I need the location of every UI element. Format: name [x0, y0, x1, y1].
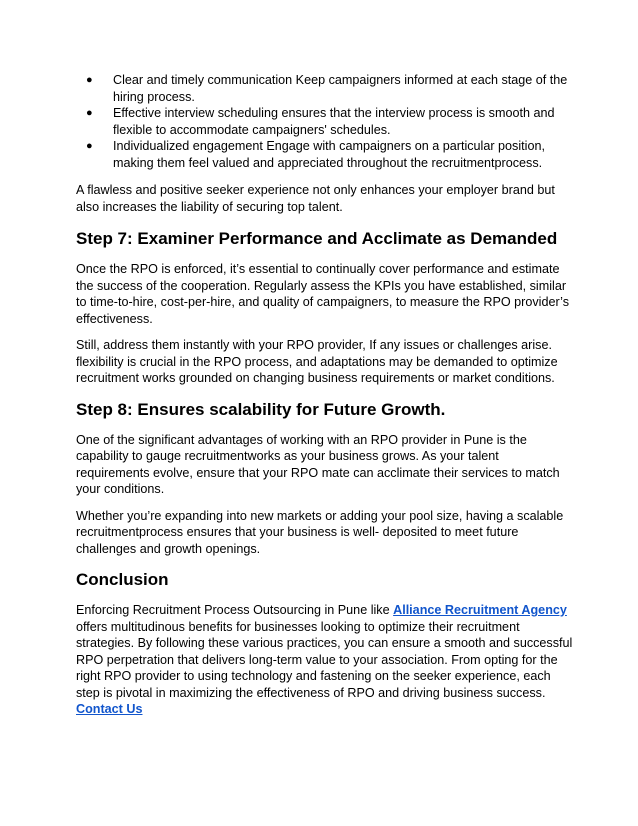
contact-us-link[interactable]: Contact Us: [76, 702, 143, 716]
list-item-text: Clear and timely communication Keep campaigners informed at each stage of the hiring process.: [113, 73, 568, 104]
paragraph-step-8-advantages: One of the significant advantages of working with an RPO provider in Pune is the capability to gauge recruitmentworks as your business grows. As your talent requirements evolve, ensure that your RPO mate can acclimate their services to match your conditions.: [76, 432, 560, 496]
list-item-text: Effective interview scheduling ensures that the interview process is smooth and flexible to accommodate campaigners' schedules.: [113, 106, 555, 137]
heading-step-7: Step 7: Examiner Performance and Acclimate as Demanded: [76, 229, 558, 248]
paragraph-step-8-expansion: Whether you’re expanding into new markets or adding your pool size, having a scalable recruitmentprocess ensures that your business is well- deposited to meet future challenges and growth openings.: [76, 508, 564, 556]
bullet-dot-icon: ●: [86, 107, 93, 119]
conclusion-text-start: Enforcing Recruitment Process Outsourcing in Pune like: [76, 603, 394, 617]
list-item: [76, 72, 574, 105]
paragraph-seeker-experience: A flawless and positive seeker experience not only enhances your employer brand but also increases the liability of securing top talent.: [76, 183, 555, 214]
bullet-dot-icon: ●: [86, 74, 93, 86]
paragraph-step-7-issues: Still, address them instantly with your RPO provider, If any issues or challenges arise. flexibility is crucial in the RPO process, and adaptations may be demanded to optimize recruitment works grounded on changing business requirements or market conditions.: [76, 338, 558, 385]
list-item-text: Individualized engagement Engage with campaigners on a particular position, making them feel valued and appreciated throughout the recruitmentprocess.: [113, 139, 545, 170]
conclusion-text-rest: offers multitudinous benefits for businesses looking to optimize their recruitment strategies. By following these various practices, you can ensure a smooth and successful RPO perpetration that delivers long-term value to your association. From opting for the right RPO provider to using technology and fastening on the seeker experience, each step is pivotal in maximizing the effectiveness of RPO and driving business success.: [76, 619, 573, 700]
bullet-dot-icon: ●: [86, 140, 93, 152]
heading-step-8: Step 8: Ensures scalability for Future Growth.: [76, 399, 446, 419]
bullet-list: [76, 72, 574, 171]
list-item: [76, 105, 574, 138]
list-item: [76, 138, 574, 171]
paragraph-conclusion: [76, 602, 574, 718]
alliance-recruitment-agency-link[interactable]: Alliance Recruitment Agency: [393, 603, 567, 617]
heading-conclusion: Conclusion: [76, 570, 169, 589]
paragraph-step-7-monitor: Once the RPO is enforced, it’s essential to continually cover performance and estimate the success of the cooperation. Regularly assess the KPIs you have established, similar to time-to-hire, cost-per-hire, and quality of campaigners, to measure the RPO provider’s effectiveness.: [76, 262, 570, 326]
